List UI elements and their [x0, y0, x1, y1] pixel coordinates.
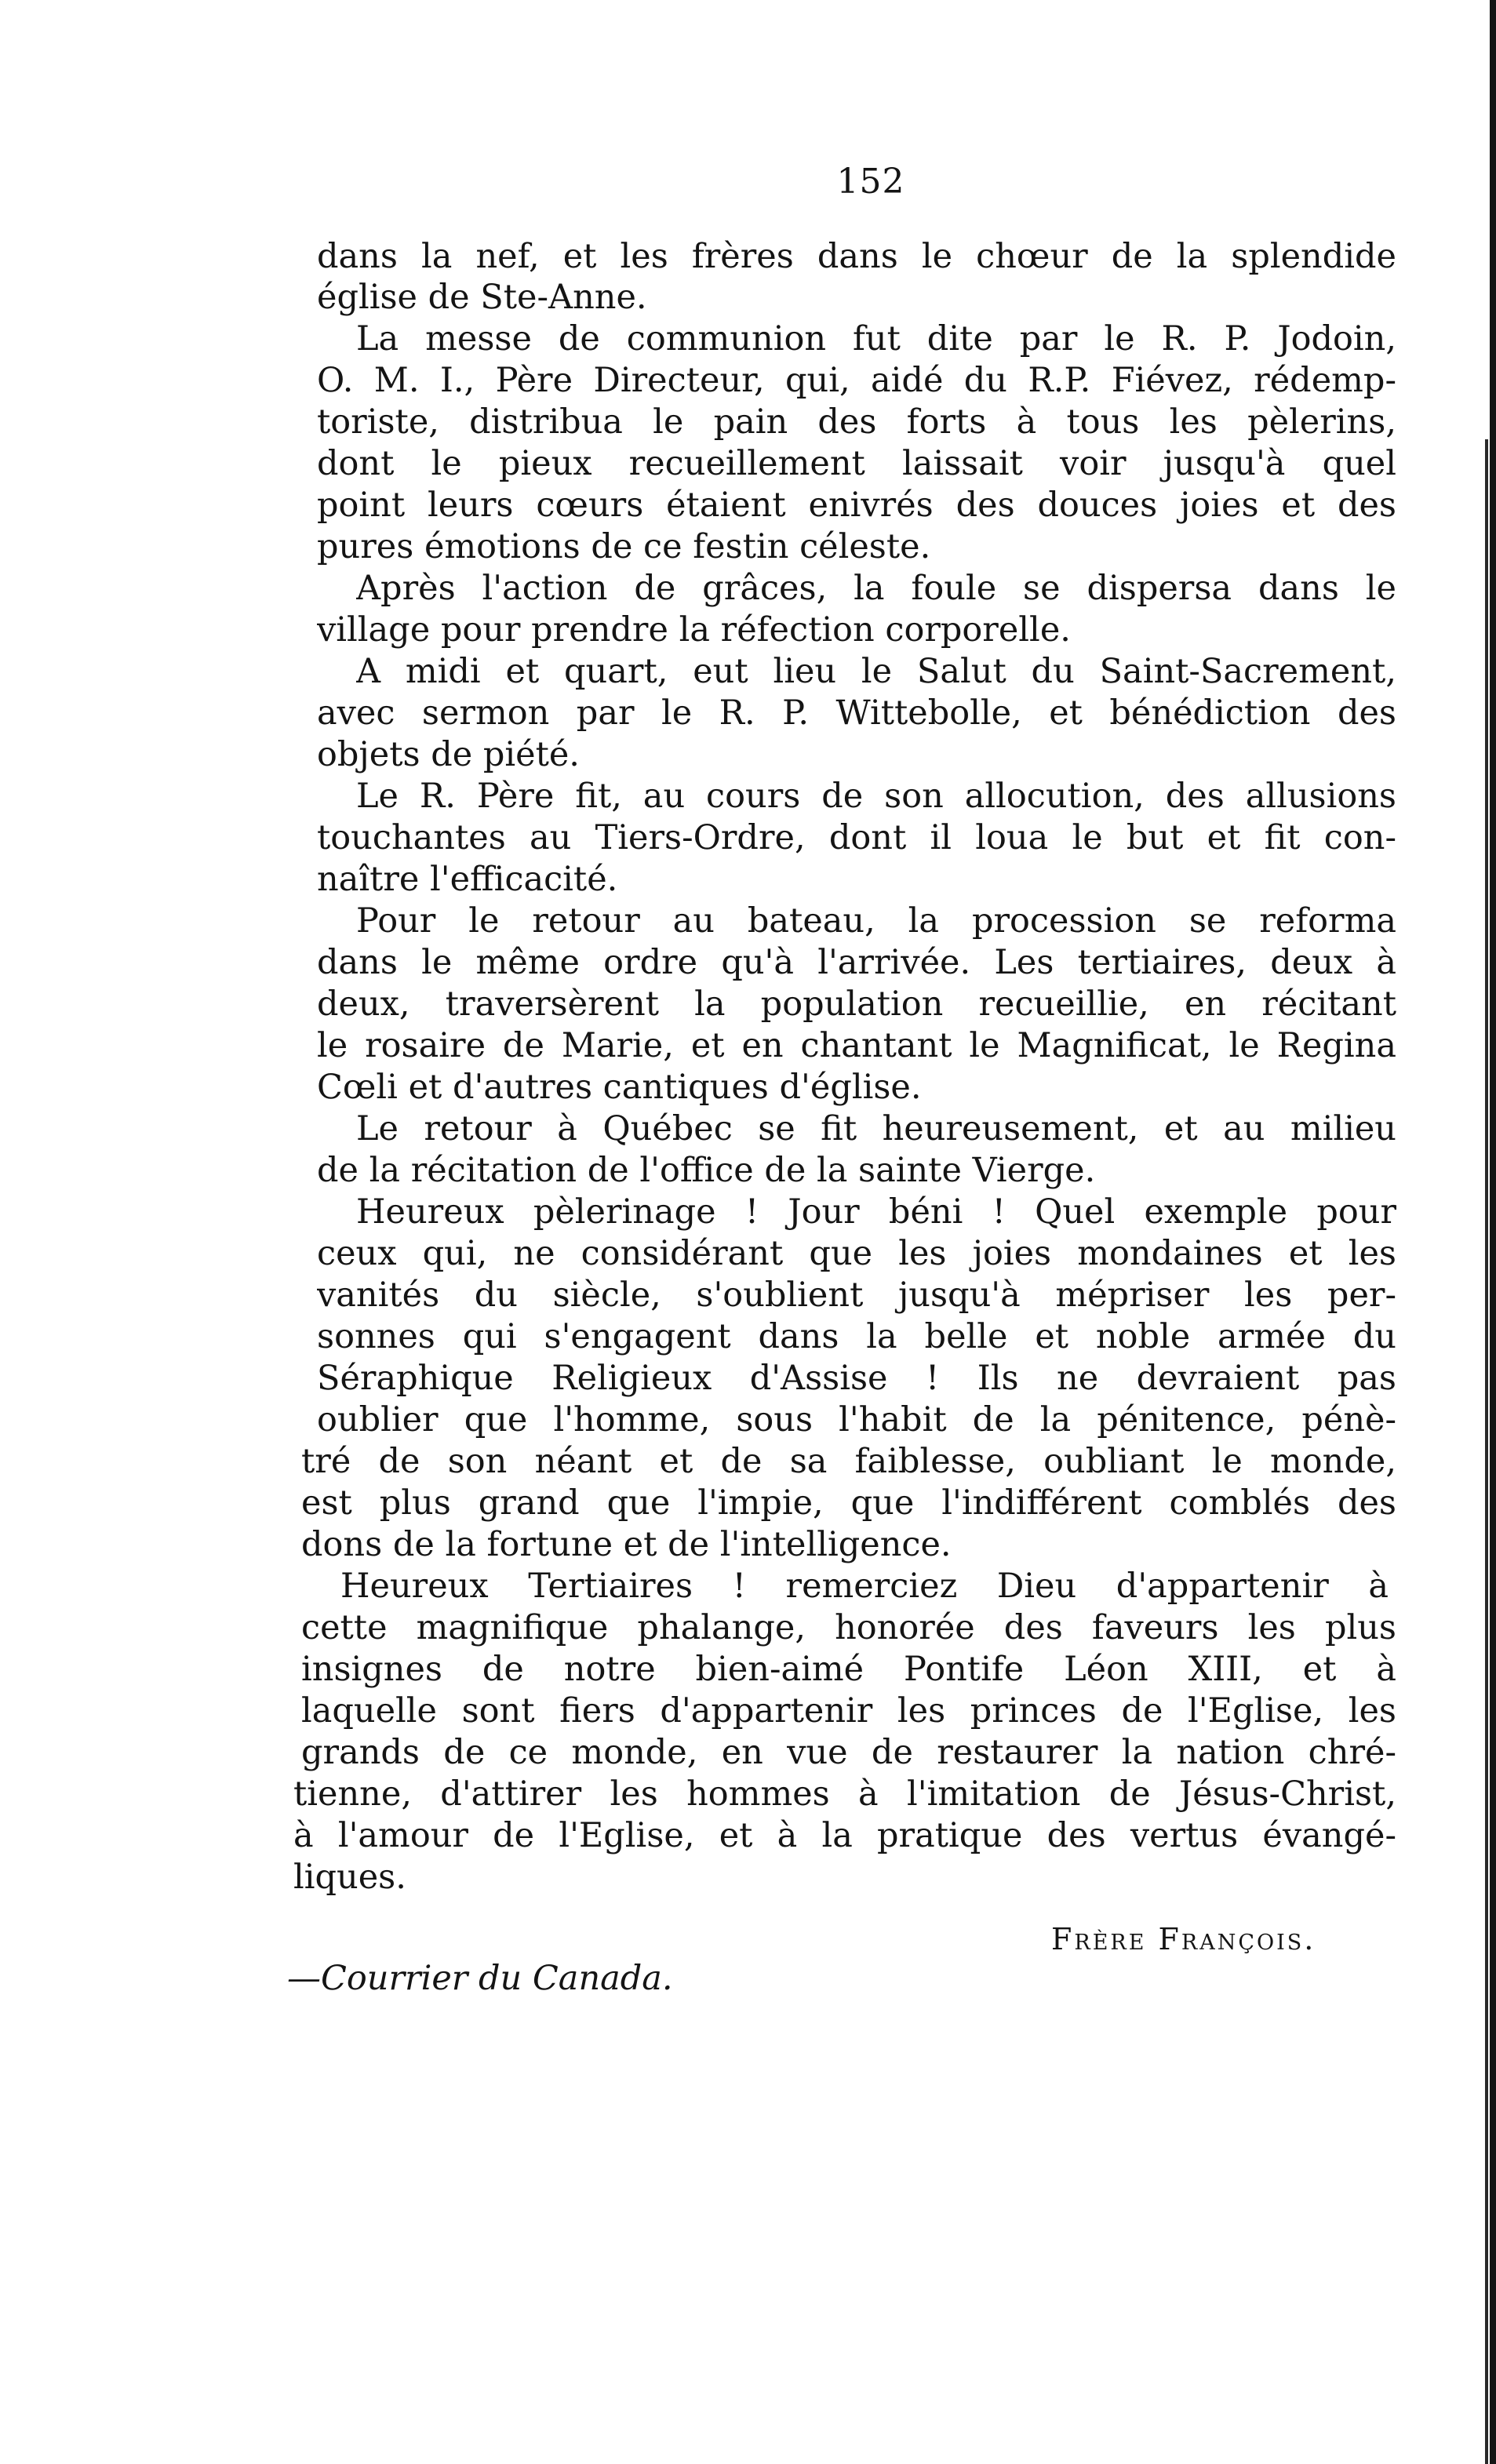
text-line-08: pures émotions de ce festin céleste. [317, 527, 931, 566]
text-line-38: tienne, d'attirer les hommes à l'imitation de Jésus-Christ, [293, 1774, 1396, 1814]
text-line-05: toriste, distribua le pain des forts à tous les pèlerins, [317, 402, 1396, 442]
text-line-03: La messe de communion fut dite par le R. P. Jodoin, [356, 319, 1396, 358]
text-line-06: dont le pieux recueillement laissait voir jusqu'à quel [317, 444, 1396, 483]
text-line-29: oublier que l'homme, sous l'habit de la pénitence, pénè- [317, 1400, 1396, 1439]
text-line-34: cette magnifique phalange, honorée des faveurs les plus [301, 1608, 1396, 1647]
source-citation: —Courrier du Canada. [287, 1959, 673, 1998]
signature: Frère François. [1051, 1922, 1316, 1956]
text-line-23: de la récitation de l'office de la sainte Vierge. [317, 1151, 1096, 1190]
text-line-16: naître l'efficacité. [317, 860, 618, 899]
text-line-24: Heureux pèlerinage ! Jour béni ! Quel exemple pour [356, 1192, 1396, 1232]
text-line-19: deux, traversèrent la population recueillie, en récitant [317, 985, 1396, 1024]
text-line-10: village pour prendre la réfection corporelle. [317, 610, 1071, 650]
text-line-40: liques. [293, 1858, 406, 1897]
text-line-28: Séraphique Religieux d'Assise ! Ils ne devraient pas [317, 1359, 1396, 1398]
text-line-02: église de Ste-Anne. [317, 278, 647, 317]
text-line-22: Le retour à Québec se fit heureusement, et au milieu [356, 1109, 1396, 1148]
text-line-37: grands de ce monde, en vue de restaurer la nation chré- [301, 1733, 1396, 1772]
text-line-09: Après l'action de grâces, la foule se dispersa dans le [356, 569, 1396, 608]
text-line-35: insignes de notre bien-aimé Pontife Léon XIII, et à [301, 1650, 1396, 1689]
page-binding-shadow [1485, 439, 1488, 2464]
text-line-30: tré de son néant et de sa faiblesse, oubliant le monde, [301, 1442, 1396, 1481]
text-line-18: dans le même ordre qu'à l'arrivée. Les tertiaires, deux à [317, 943, 1396, 982]
text-line-39: à l'amour de l'Eglise, et à la pratique des vertus évangé- [293, 1816, 1396, 1855]
text-line-31: est plus grand que l'impie, que l'indifférent comblés des [301, 1483, 1396, 1523]
text-line-04: O. M. I., Père Directeur, qui, aidé du R.P. Fiévez, rédemp- [317, 361, 1396, 400]
text-line-27: sonnes qui s'engagent dans la belle et noble armée du [317, 1317, 1396, 1356]
text-line-25: ceux qui, ne considérant que les joies mondaines et les [317, 1234, 1396, 1273]
text-line-21: Cœli et d'autres cantiques d'église. [317, 1068, 922, 1107]
page-binding-edge [1490, 0, 1496, 2464]
text-line-11: A midi et quart, eut lieu le Salut du Saint-Sacrement, [356, 652, 1396, 691]
text-line-33: Heureux Tertiaires ! remerciez Dieu d'appartenir à [340, 1567, 1389, 1606]
text-line-26: vanités du siècle, s'oublient jusqu'à mépriser les per- [317, 1276, 1396, 1315]
text-line-07: point leurs cœurs étaient enivrés des douces joies et des [317, 486, 1396, 525]
text-line-15: touchantes au Tiers-Ordre, dont il loua le but et fit con- [317, 818, 1396, 857]
text-line-20: le rosaire de Marie, et en chantant le Magnificat, le Regina [317, 1026, 1396, 1065]
text-line-12: avec sermon par le R. P. Wittebolle, et bénédiction des [317, 693, 1396, 733]
text-line-01: dans la nef, et les frères dans le chœur de la splendide [317, 237, 1396, 276]
text-line-14: Le R. Père fit, au cours de son allocution, des allusions [356, 777, 1396, 816]
text-line-32: dons de la fortune et de l'intelligence. [301, 1525, 952, 1564]
text-line-36: laquelle sont fiers d'appartenir les princes de l'Eglise, les [301, 1691, 1396, 1731]
text-line-13: objets de piété. [317, 735, 580, 774]
text-line-17: Pour le retour au bateau, la procession se reforma [356, 901, 1396, 941]
page-number: 152 [836, 162, 905, 202]
